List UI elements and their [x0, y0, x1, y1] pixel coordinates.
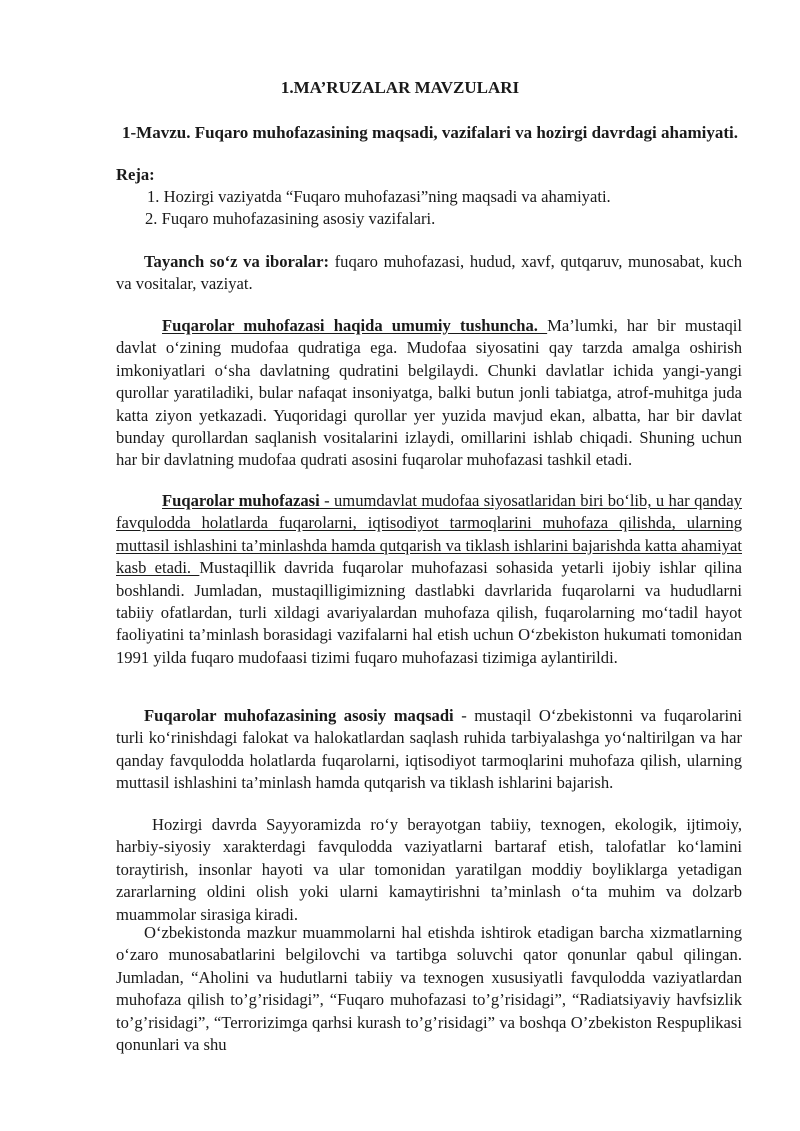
paragraph-general-concept [116, 315, 742, 472]
main-goal-term: Fuqarolar muhofazasining asosiy maqsadi [144, 706, 454, 725]
section-heading-general-concept: Fuqarolar muhofazasi haqida umumiy tushuncha. [162, 316, 548, 335]
paragraph-text: Mustaqillik davrida fuqarolar muhofazasi sohasida yetarli ijobiy ishlar qilina boshlandi. Jumladan, mustaqilligimizning dastlabki davrlarida fuqarolarni va hududlarni tabiiy ofatlardan, turli xildagi avariyalardan muhofaza qilish, fuqarolarning mo‘tadil hayot faoliyatini ta’minlash borasidagi vazifalarni hal etish uchun O‘zbekiston hukumati tomonidan 1991 yilda fuqaro mudofaasi tizimi fuqaro muhofazasi tizimiga aylantirildi. [116, 558, 742, 667]
keywords-text: fuqaro muhofazasi, hudud, xavf, qutqaruv, munosabat, kuch va vositalar, vaziyat. [116, 252, 742, 294]
paragraph-main-goal [116, 705, 742, 795]
paragraph-text: - mustaqil O‘zbekistonni va fuqarolarini turli ko‘rinishdagi falokat va halokatlardan saqlash ruhida tarbiyalashga yo‘naltirilgan va har qanday favqulodda holatlarda fuqarolarni, iqtisodiyot tarmoqlarini muhofaza qilish, ularning muttasil ishlashini ta’minlash hamda qutqarish va tiklash ishlarini bajarish. [116, 706, 742, 793]
plan-item-2: 2. Fuqaro muhofazasining asosiy vazifalari. [145, 209, 436, 228]
paragraph-laws: O‘zbekistonda mazkur muammolarni hal etishda ishtirok etadigan barcha xizmatlarning o‘zaro munosabatlarini belgilovchi va tartibga soluvchi qator qonunlar qabul qilingan. Jumladan, “Aholini va hudutlarni tabiiy va texnogen xususiyatli favqulodda vaziyatlardan muhofaza qilish to’g’risidagi”, “Fuqaro muhofazasi to’g’risidagi”, “Radiatsiyaviy havfsizlik to’g’risidagi”, “Terrorizimga qarhsi kurash to’g’risidagi” va boshqa O’zbekiston Respuplikasi qonunlari va shu [116, 923, 742, 1055]
paragraph-current-period: Hozirgi davrda Sayyoramizda ro‘y berayotgan tabiiy, texnogen, ekologik, ijtimoiy, harbiy-siyosiy xarakterdagi favqulodda vaziyatlarni bartaraf etish, talofatlar ko‘lamini toraytirish, insonlar hayoti va ular tomonidan yaratilgan moddiy boyliklarga yetadigan zararlarning oldini olish yoki ularni kamaytirishni ta’minlash o‘ta muhim va dolzarb muammolar sirasiga kiradi. [116, 815, 742, 924]
keywords-label: Tayanch so‘z va iboralar: [144, 252, 329, 271]
page-heading: 1.MA’RUZALAR MAVZULARI [280, 78, 520, 97]
paragraph-definition [116, 490, 742, 669]
topic-title: 1-Mavzu. Fuqaro muhofazasining maqsadi, vazifalari va hozirgi davrdagi ahamiyati. [122, 123, 738, 142]
definition-text: - umumdavlat mudofaa siyosatlaridan biri bo‘lib, u har qanday favqulodda holatlarda fuqarolarni, iqtisodiyot tarmoqlarini muhofaza qilishda, ularning muttasil ishlashini ta’minlashda hamda qutqarish va tiklash ishlarini bajarishda katta ahamiyat kasb etadi. [116, 491, 742, 578]
definition-term: Fuqarolar muhofazasi [162, 491, 320, 510]
paragraph-text: Ma’lumki, har bir mustaqil davlat o‘zining mudofaa qudratiga ega. Mudofaa siyosatini qay tarzda amalga oshirish imkoniyatlari o‘sha davlatning qudratini belgilaydi. Chunki davlatlar ichida yangi-yangi qurollar yaratiladiki, bular nafaqat insoniyatga, balki butun jonli tabiatga, atrof-muhitga juda katta ziyon yetkazadi. Yuqoridagi qurollar yer yuzida mavjud ekan, albatta, har bir davlat bunday qurollardan saqlanish vositalarini izlaydi, omillarini ishlab chiqadi. Shuning uchun har bir davlatning mudofaa qudrati asosini fuqarolar muhofazasi tashkil etadi. [116, 316, 742, 470]
keywords-paragraph [116, 251, 742, 296]
plan-item-1: 1. Hozirgi vaziyatda “Fuqaro muhofazasi”ning maqsadi va ahamiyati. [147, 187, 611, 206]
plan-label: Reja: [116, 165, 155, 184]
